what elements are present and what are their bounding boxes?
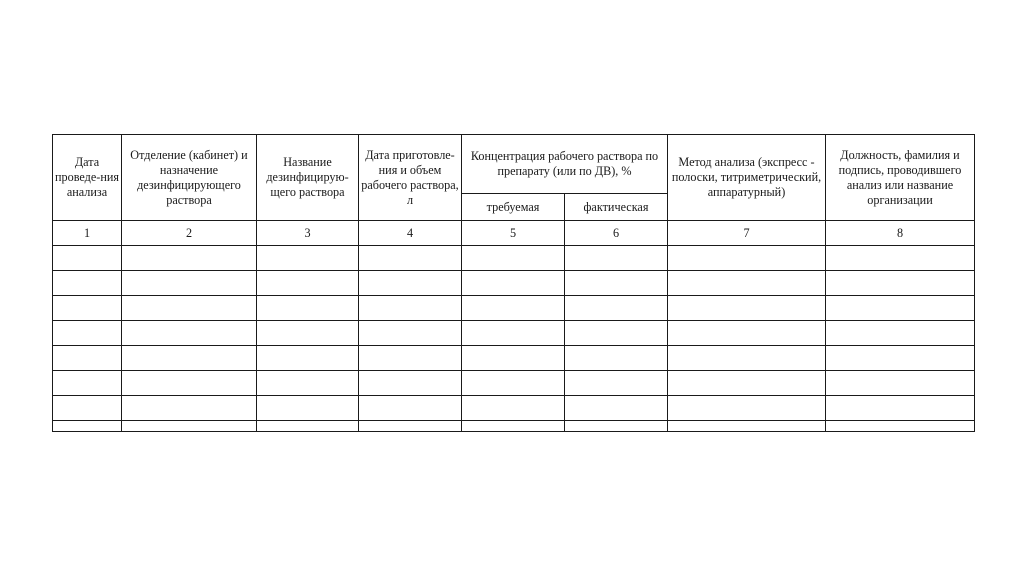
table-cell (462, 321, 565, 346)
table-cell (53, 271, 122, 296)
table-cell (122, 271, 257, 296)
header-method: Метод анализа (экспресс - полоски, титриметрический, аппаратурный) (668, 135, 826, 221)
table-cell (53, 321, 122, 346)
table-cell (122, 421, 257, 432)
table-cell (257, 371, 359, 396)
table-cell (565, 246, 668, 271)
table-cell (565, 296, 668, 321)
table-cell (826, 246, 975, 271)
table-cell (257, 346, 359, 371)
table-row (53, 321, 975, 346)
journal-table (52, 134, 975, 432)
table-cell (53, 346, 122, 371)
header-row (53, 135, 975, 194)
table-cell (462, 346, 565, 371)
table-cell (257, 296, 359, 321)
table-cell (359, 296, 462, 321)
table-cell (826, 271, 975, 296)
column-number: 8 (826, 221, 975, 246)
table-cell (359, 246, 462, 271)
table-cell (565, 346, 668, 371)
table-row (53, 371, 975, 396)
table-cell (668, 246, 826, 271)
table-cell (462, 371, 565, 396)
table-cell (53, 296, 122, 321)
table-cell (122, 346, 257, 371)
column-number: 6 (565, 221, 668, 246)
table-cell (122, 396, 257, 421)
table-cell (53, 371, 122, 396)
table-cell (359, 271, 462, 296)
table-cell (359, 371, 462, 396)
table-cell (359, 396, 462, 421)
table-cell (826, 321, 975, 346)
column-number: 5 (462, 221, 565, 246)
header-prep-date: Дата приготовле-ния и объем рабочего раствора, л (359, 135, 462, 221)
header-solution-name: Название дезинфицирую-щего раствора (257, 135, 359, 221)
table-cell (668, 346, 826, 371)
table-cell (565, 371, 668, 396)
table-cell (462, 271, 565, 296)
table-cell (122, 321, 257, 346)
table-cell (462, 246, 565, 271)
table-row (53, 271, 975, 296)
table-cell (565, 421, 668, 432)
column-number: 3 (257, 221, 359, 246)
table-row (53, 346, 975, 371)
table-cell (462, 296, 565, 321)
table-cell (826, 421, 975, 432)
header-performer: Должность, фамилия и подпись, проводившего анализ или название организации (826, 135, 975, 221)
header-department: Отделение (кабинет) и назначение дезинфицирующего раствора (122, 135, 257, 221)
table-cell (668, 421, 826, 432)
table-row-continuation (53, 421, 975, 432)
header-conc-actual: фактическая (565, 194, 668, 221)
table-cell (359, 421, 462, 432)
table-cell (462, 396, 565, 421)
table-cell (668, 271, 826, 296)
table-cell (462, 421, 565, 432)
table-cell (826, 396, 975, 421)
table-cell (826, 296, 975, 321)
table-cell (668, 396, 826, 421)
table-cell (565, 271, 668, 296)
header-date-analysis: Дата проведе-ния анализа (53, 135, 122, 221)
table-cell (826, 346, 975, 371)
header-concentration: Концентрация рабочего раствора по препарату (или по ДВ), % (462, 135, 668, 194)
table-cell (53, 246, 122, 271)
table-cell (122, 246, 257, 271)
column-number: 4 (359, 221, 462, 246)
table-cell (257, 396, 359, 421)
table-cell (122, 296, 257, 321)
table-cell (565, 321, 668, 346)
table-row (53, 396, 975, 421)
table-row (53, 246, 975, 271)
table-cell (359, 321, 462, 346)
table-cell (668, 371, 826, 396)
table-cell (359, 346, 462, 371)
column-number: 1 (53, 221, 122, 246)
header-conc-required: требуемая (462, 194, 565, 221)
column-number: 2 (122, 221, 257, 246)
disinfectant-control-journal (52, 134, 974, 436)
table-cell (257, 421, 359, 432)
table-cell (122, 371, 257, 396)
table-cell (668, 296, 826, 321)
table-cell (53, 396, 122, 421)
table-cell (257, 271, 359, 296)
table-row (53, 296, 975, 321)
column-number-row (53, 221, 975, 246)
table-cell (565, 396, 668, 421)
table-cell (257, 246, 359, 271)
table-cell (826, 371, 975, 396)
table-cell (53, 421, 122, 432)
table-cell (668, 321, 826, 346)
table-cell (257, 321, 359, 346)
column-number: 7 (668, 221, 826, 246)
